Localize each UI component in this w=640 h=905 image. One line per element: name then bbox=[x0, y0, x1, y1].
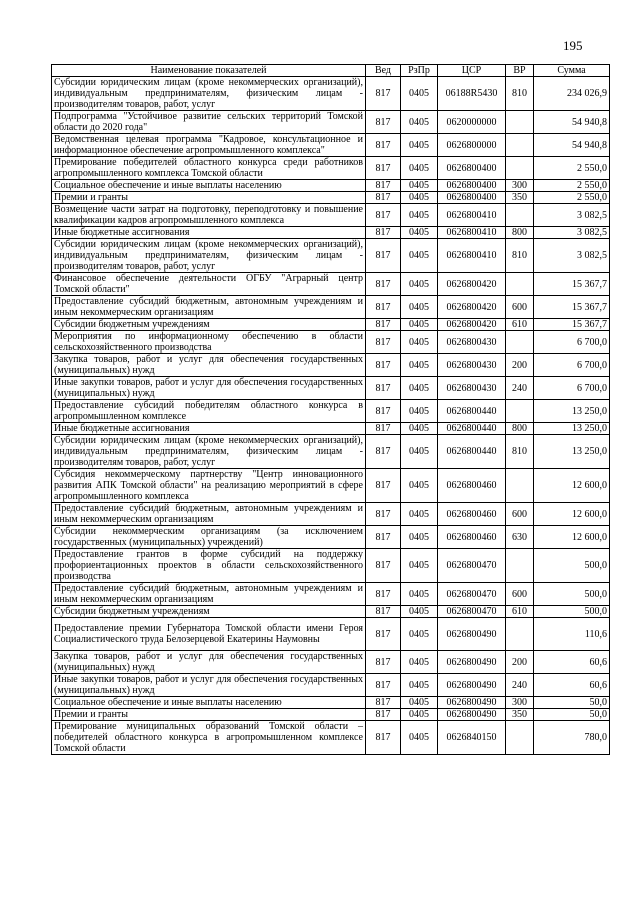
cell-csr: 0626800410 bbox=[438, 227, 506, 239]
header-csr: ЦСР bbox=[438, 65, 506, 77]
cell-csr: 0626800420 bbox=[438, 273, 506, 296]
cell-vr: 600 bbox=[506, 583, 534, 606]
cell-ved: 817 bbox=[366, 239, 401, 273]
cell-rzpr: 0405 bbox=[401, 273, 438, 296]
cell-ved: 817 bbox=[366, 423, 401, 435]
cell-vr bbox=[506, 273, 534, 296]
cell-name: Предоставление грантов в форме субсидий на поддержку профориентационных проектов в области сельскохозяйственного производства bbox=[52, 549, 366, 583]
cell-sum: 15 367,7 bbox=[534, 296, 610, 319]
cell-name: Субсидии некоммерческим организациям (за исключением государственных (муниципальных) учреждений) bbox=[52, 526, 366, 549]
cell-name: Закупка товаров, работ и услуг для обеспечения государственных (муниципальных) нужд bbox=[52, 354, 366, 377]
cell-vr: 800 bbox=[506, 423, 534, 435]
cell-sum: 6 700,0 bbox=[534, 354, 610, 377]
cell-vr: 200 bbox=[506, 354, 534, 377]
cell-sum: 500,0 bbox=[534, 583, 610, 606]
cell-ved: 817 bbox=[366, 157, 401, 180]
cell-ved: 817 bbox=[366, 469, 401, 503]
cell-csr: 0626800470 bbox=[438, 583, 506, 606]
cell-vr: 800 bbox=[506, 227, 534, 239]
cell-ved: 817 bbox=[366, 134, 401, 157]
cell-sum: 60,6 bbox=[534, 674, 610, 697]
cell-csr: 0626800490 bbox=[438, 651, 506, 674]
cell-csr: 0626800460 bbox=[438, 526, 506, 549]
cell-vr: 350 bbox=[506, 192, 534, 204]
cell-sum: 50,0 bbox=[534, 709, 610, 721]
cell-name: Предоставление субсидий бюджетным, автономным учреждениям и иным некоммерческим организациям bbox=[52, 296, 366, 319]
cell-csr: 0626800410 bbox=[438, 204, 506, 227]
table-row bbox=[52, 111, 610, 134]
cell-rzpr: 0405 bbox=[401, 192, 438, 204]
table-row bbox=[52, 354, 610, 377]
cell-ved: 817 bbox=[366, 319, 401, 331]
cell-sum: 13 250,0 bbox=[534, 435, 610, 469]
cell-rzpr: 0405 bbox=[401, 721, 438, 755]
cell-csr: 0626800490 bbox=[438, 697, 506, 709]
cell-csr: 0626800460 bbox=[438, 503, 506, 526]
cell-csr: 0626800420 bbox=[438, 296, 506, 319]
cell-rzpr: 0405 bbox=[401, 651, 438, 674]
budget-table bbox=[51, 64, 610, 755]
cell-sum: 3 082,5 bbox=[534, 239, 610, 273]
cell-sum: 60,6 bbox=[534, 651, 610, 674]
cell-ved: 817 bbox=[366, 583, 401, 606]
cell-name: Предоставление субсидий победителям областного конкурса в агропромышленном комплексе bbox=[52, 400, 366, 423]
cell-vr: 810 bbox=[506, 435, 534, 469]
cell-name: Премирование муниципальных образований Томской области – победителей областного конкурса в агропромышленном комплексе Томской области bbox=[52, 721, 366, 755]
cell-csr: 0626800490 bbox=[438, 674, 506, 697]
cell-csr: 0626800440 bbox=[438, 423, 506, 435]
cell-sum: 13 250,0 bbox=[534, 400, 610, 423]
cell-vr: 300 bbox=[506, 697, 534, 709]
cell-ved: 817 bbox=[366, 273, 401, 296]
cell-vr: 610 bbox=[506, 606, 534, 618]
cell-vr bbox=[506, 618, 534, 651]
cell-sum: 13 250,0 bbox=[534, 423, 610, 435]
cell-csr: 0626800470 bbox=[438, 549, 506, 583]
cell-csr: 0626800400 bbox=[438, 192, 506, 204]
table-row bbox=[52, 469, 610, 503]
cell-ved: 817 bbox=[366, 526, 401, 549]
table-row bbox=[52, 273, 610, 296]
cell-ved: 817 bbox=[366, 697, 401, 709]
cell-csr: 0626800000 bbox=[438, 134, 506, 157]
cell-name: Предоставление премии Губернатора Томской области имени Героя Социалистического труда Белозерцевой Екатерины Наумовны bbox=[52, 618, 366, 651]
cell-sum: 15 367,7 bbox=[534, 273, 610, 296]
cell-vr bbox=[506, 331, 534, 354]
cell-rzpr: 0405 bbox=[401, 331, 438, 354]
header-ved: Вед bbox=[366, 65, 401, 77]
cell-sum: 2 550,0 bbox=[534, 192, 610, 204]
cell-vr: 600 bbox=[506, 296, 534, 319]
cell-vr bbox=[506, 111, 534, 134]
cell-name: Закупка товаров, работ и услуг для обеспечения государственных (муниципальных) нужд bbox=[52, 651, 366, 674]
cell-name: Премии и гранты bbox=[52, 709, 366, 721]
cell-sum: 12 600,0 bbox=[534, 469, 610, 503]
cell-vr bbox=[506, 400, 534, 423]
table-row bbox=[52, 651, 610, 674]
cell-rzpr: 0405 bbox=[401, 134, 438, 157]
cell-name: Ведомственная целевая программа "Кадровое, консультационное и информационное обеспечение агропромышленного комплекса" bbox=[52, 134, 366, 157]
cell-rzpr: 0405 bbox=[401, 618, 438, 651]
cell-rzpr: 0405 bbox=[401, 549, 438, 583]
cell-vr: 630 bbox=[506, 526, 534, 549]
cell-vr bbox=[506, 721, 534, 755]
cell-name: Иные закупки товаров, работ и услуг для обеспечения государственных (муниципальных) нужд bbox=[52, 674, 366, 697]
cell-vr: 350 bbox=[506, 709, 534, 721]
cell-sum: 6 700,0 bbox=[534, 377, 610, 400]
cell-name: Субсидии бюджетным учреждениям bbox=[52, 606, 366, 618]
table-row bbox=[52, 721, 610, 755]
cell-rzpr: 0405 bbox=[401, 319, 438, 331]
cell-name: Социальное обеспечение и иные выплаты населению bbox=[52, 180, 366, 192]
cell-vr bbox=[506, 549, 534, 583]
cell-csr: 0626800470 bbox=[438, 606, 506, 618]
cell-name: Иные закупки товаров, работ и услуг для обеспечения государственных (муниципальных) нужд bbox=[52, 377, 366, 400]
table-row bbox=[52, 192, 610, 204]
cell-name: Социальное обеспечение и иные выплаты населению bbox=[52, 697, 366, 709]
cell-ved: 817 bbox=[366, 674, 401, 697]
cell-vr: 600 bbox=[506, 503, 534, 526]
cell-csr: 0626840150 bbox=[438, 721, 506, 755]
table-row bbox=[52, 77, 610, 111]
cell-ved: 817 bbox=[366, 296, 401, 319]
cell-ved: 817 bbox=[366, 180, 401, 192]
cell-sum: 500,0 bbox=[534, 606, 610, 618]
cell-sum: 12 600,0 bbox=[534, 503, 610, 526]
cell-sum: 780,0 bbox=[534, 721, 610, 755]
table-row bbox=[52, 526, 610, 549]
table-row bbox=[52, 503, 610, 526]
cell-rzpr: 0405 bbox=[401, 227, 438, 239]
cell-rzpr: 0405 bbox=[401, 469, 438, 503]
cell-vr: 810 bbox=[506, 239, 534, 273]
table-row bbox=[52, 697, 610, 709]
cell-ved: 817 bbox=[366, 377, 401, 400]
cell-ved: 817 bbox=[366, 618, 401, 651]
cell-csr: 0626800420 bbox=[438, 319, 506, 331]
cell-rzpr: 0405 bbox=[401, 435, 438, 469]
cell-sum: 2 550,0 bbox=[534, 157, 610, 180]
cell-name: Премии и гранты bbox=[52, 192, 366, 204]
cell-rzpr: 0405 bbox=[401, 296, 438, 319]
cell-sum: 234 026,9 bbox=[534, 77, 610, 111]
cell-csr: 0626800400 bbox=[438, 157, 506, 180]
cell-vr: 200 bbox=[506, 651, 534, 674]
cell-name: Иные бюджетные ассигнования bbox=[52, 227, 366, 239]
cell-rzpr: 0405 bbox=[401, 400, 438, 423]
cell-rzpr: 0405 bbox=[401, 583, 438, 606]
cell-csr: 0626800440 bbox=[438, 400, 506, 423]
cell-ved: 817 bbox=[366, 503, 401, 526]
cell-sum: 2 550,0 bbox=[534, 180, 610, 192]
cell-rzpr: 0405 bbox=[401, 526, 438, 549]
table-row bbox=[52, 227, 610, 239]
header-name: Наименование показателей bbox=[52, 65, 366, 77]
cell-rzpr: 0405 bbox=[401, 239, 438, 273]
cell-sum: 12 600,0 bbox=[534, 526, 610, 549]
cell-name: Финансовое обеспечение деятельности ОГБУ "Аграрный центр Томской области" bbox=[52, 273, 366, 296]
cell-rzpr: 0405 bbox=[401, 204, 438, 227]
cell-rzpr: 0405 bbox=[401, 423, 438, 435]
cell-name: Возмещение части затрат на подготовку, переподготовку и повышение квалификации кадров агропромышленного комплекса bbox=[52, 204, 366, 227]
cell-vr: 810 bbox=[506, 77, 534, 111]
cell-csr: 0626800400 bbox=[438, 180, 506, 192]
cell-ved: 817 bbox=[366, 192, 401, 204]
cell-name: Предоставление субсидий бюджетным, автономным учреждениям и иным некоммерческим организациям bbox=[52, 503, 366, 526]
cell-csr: 0626800430 bbox=[438, 331, 506, 354]
cell-name: Предоставление субсидий бюджетным, автономным учреждениям и иным некоммерческим организациям bbox=[52, 583, 366, 606]
cell-csr: 06188R5430 bbox=[438, 77, 506, 111]
cell-csr: 0626800440 bbox=[438, 435, 506, 469]
table-row bbox=[52, 239, 610, 273]
cell-ved: 817 bbox=[366, 400, 401, 423]
header-sum: Сумма bbox=[534, 65, 610, 77]
cell-rzpr: 0405 bbox=[401, 606, 438, 618]
cell-ved: 817 bbox=[366, 227, 401, 239]
cell-name: Мероприятия по информационному обеспечению в области сельскохозяйственного производства bbox=[52, 331, 366, 354]
table-body bbox=[52, 77, 610, 755]
table-row bbox=[52, 180, 610, 192]
page-number: 195 bbox=[563, 38, 583, 53]
cell-sum: 3 082,5 bbox=[534, 204, 610, 227]
cell-vr bbox=[506, 134, 534, 157]
cell-ved: 817 bbox=[366, 709, 401, 721]
cell-sum: 500,0 bbox=[534, 549, 610, 583]
table-header bbox=[52, 65, 610, 77]
cell-csr: 0626800460 bbox=[438, 469, 506, 503]
cell-ved: 817 bbox=[366, 549, 401, 583]
table-row bbox=[52, 435, 610, 469]
cell-csr: 0626800490 bbox=[438, 618, 506, 651]
cell-rzpr: 0405 bbox=[401, 674, 438, 697]
cell-ved: 817 bbox=[366, 77, 401, 111]
cell-ved: 817 bbox=[366, 204, 401, 227]
table-row bbox=[52, 134, 610, 157]
table-row bbox=[52, 331, 610, 354]
table-row bbox=[52, 606, 610, 618]
cell-csr: 0626800490 bbox=[438, 709, 506, 721]
cell-name: Субсидии бюджетным учреждениям bbox=[52, 319, 366, 331]
table-row bbox=[52, 400, 610, 423]
cell-name: Субсидии юридическим лицам (кроме некоммерческих организаций), индивидуальным предпринимателям, физическим лицам - производителям товаров, работ, услуг bbox=[52, 239, 366, 273]
cell-vr bbox=[506, 204, 534, 227]
cell-name: Премирование победителей областного конкурса среди работников агропромышленного комплекса Томской области bbox=[52, 157, 366, 180]
cell-sum: 54 940,8 bbox=[534, 111, 610, 134]
table-row bbox=[52, 319, 610, 331]
cell-ved: 817 bbox=[366, 606, 401, 618]
table-row bbox=[52, 204, 610, 227]
cell-sum: 110,6 bbox=[534, 618, 610, 651]
cell-ved: 817 bbox=[366, 331, 401, 354]
cell-csr: 0626800430 bbox=[438, 354, 506, 377]
cell-sum: 3 082,5 bbox=[534, 227, 610, 239]
cell-ved: 817 bbox=[366, 435, 401, 469]
table-row bbox=[52, 709, 610, 721]
cell-csr: 0620000000 bbox=[438, 111, 506, 134]
table-row bbox=[52, 674, 610, 697]
cell-rzpr: 0405 bbox=[401, 180, 438, 192]
header-vr: ВР bbox=[506, 65, 534, 77]
cell-name: Субсидии юридическим лицам (кроме некоммерческих организаций), индивидуальным предпринимателям, физическим лицам - производителям товаров, работ, услуг bbox=[52, 435, 366, 469]
table-row bbox=[52, 618, 610, 651]
cell-rzpr: 0405 bbox=[401, 503, 438, 526]
table-row bbox=[52, 377, 610, 400]
cell-rzpr: 0405 bbox=[401, 697, 438, 709]
header-rzpr: РзПр bbox=[401, 65, 438, 77]
cell-sum: 50,0 bbox=[534, 697, 610, 709]
table-row bbox=[52, 583, 610, 606]
cell-rzpr: 0405 bbox=[401, 709, 438, 721]
cell-sum: 15 367,7 bbox=[534, 319, 610, 331]
cell-name: Подпрограмма "Устойчивое развитие сельских территорий Томской области до 2020 года" bbox=[52, 111, 366, 134]
cell-rzpr: 0405 bbox=[401, 354, 438, 377]
cell-csr: 0626800430 bbox=[438, 377, 506, 400]
table-row bbox=[52, 296, 610, 319]
cell-csr: 0626800410 bbox=[438, 239, 506, 273]
cell-vr bbox=[506, 157, 534, 180]
cell-sum: 6 700,0 bbox=[534, 331, 610, 354]
cell-ved: 817 bbox=[366, 354, 401, 377]
cell-vr: 300 bbox=[506, 180, 534, 192]
cell-name: Субсидия некоммерческому партнерству "Центр инновационного развития АПК Томской области" на реализацию мероприятий в сфере агропромышленного комплекса bbox=[52, 469, 366, 503]
cell-vr: 610 bbox=[506, 319, 534, 331]
cell-rzpr: 0405 bbox=[401, 157, 438, 180]
cell-vr: 240 bbox=[506, 377, 534, 400]
cell-rzpr: 0405 bbox=[401, 111, 438, 134]
table-row bbox=[52, 549, 610, 583]
cell-ved: 817 bbox=[366, 721, 401, 755]
cell-ved: 817 bbox=[366, 111, 401, 134]
cell-name: Субсидии юридическим лицам (кроме некоммерческих организаций), индивидуальным предпринимателям, физическим лицам - производителям товаров, работ, услуг bbox=[52, 77, 366, 111]
table-row bbox=[52, 423, 610, 435]
cell-vr bbox=[506, 469, 534, 503]
cell-vr: 240 bbox=[506, 674, 534, 697]
cell-sum: 54 940,8 bbox=[534, 134, 610, 157]
cell-ved: 817 bbox=[366, 651, 401, 674]
cell-rzpr: 0405 bbox=[401, 377, 438, 400]
table-row bbox=[52, 157, 610, 180]
cell-rzpr: 0405 bbox=[401, 77, 438, 111]
cell-name: Иные бюджетные ассигнования bbox=[52, 423, 366, 435]
